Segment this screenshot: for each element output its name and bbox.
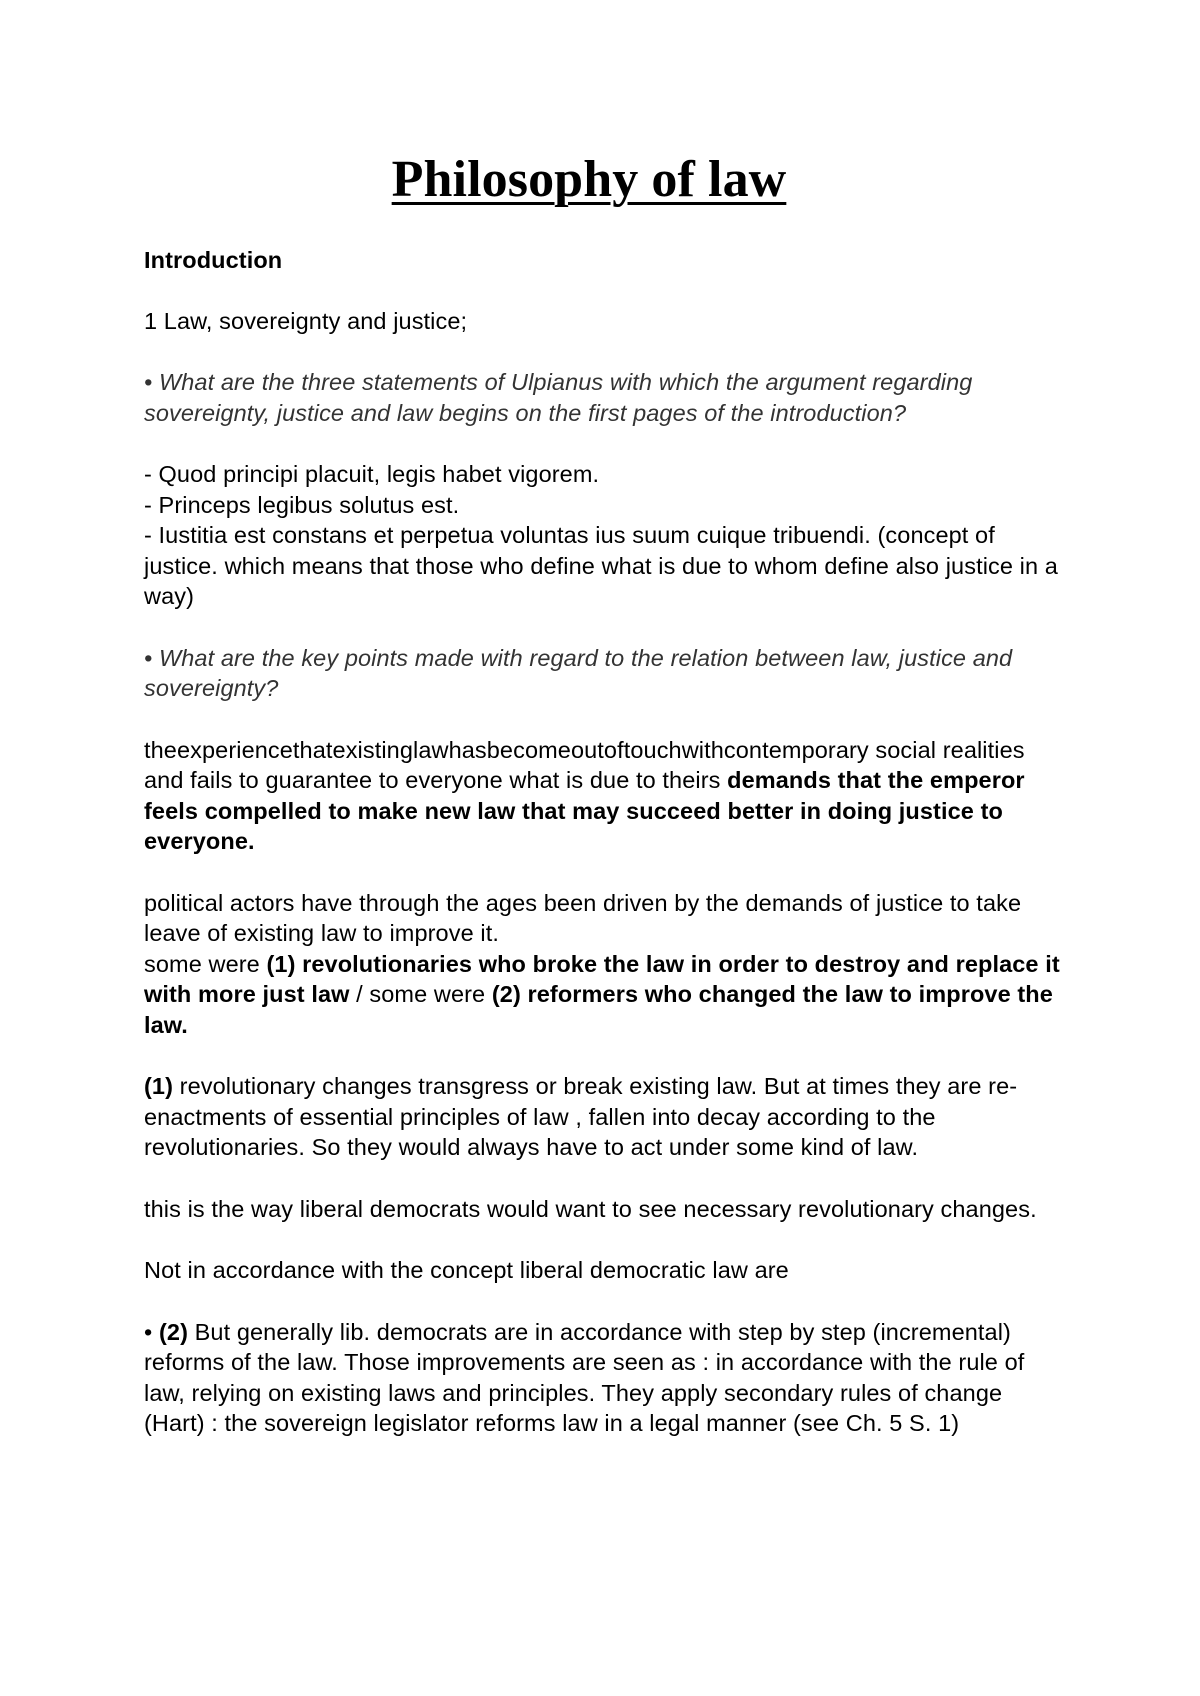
revolutionary-changes-text: revolutionary changes transgress or break existing law. But at times they are re-enactments of essential principles of law , fallen into decay according to the revolutionaries. So they would always have to act under some kind of law. <box>144 1073 1018 1160</box>
document-title: Philosophy of law <box>391 151 787 208</box>
paragraph-incremental-reforms <box>144 1317 1064 1439</box>
paragraph-political-actors <box>144 888 1064 1041</box>
statement-2: - Princeps legibus solutus est. <box>144 491 460 518</box>
bullet: • <box>144 1318 159 1345</box>
paragraph-emperor-bold: demands that the emperor feels compelled to make new law that may succeed better in doing justice to everyone. <box>144 767 1025 854</box>
paragraph-liberal-democrats: this is the way liberal democrats would want to see necessary revolutionary changes. <box>144 1195 1037 1222</box>
reformers-bold: (2) reformers who changed the law to improve the law. <box>144 981 1053 1038</box>
paragraph-emperor-text: theexperiencethatexistinglawhasbecomeoutoftouchwithcontemporary social realities and fails to guarantee to everyone what is due to theirs <box>144 736 1025 793</box>
paragraph-revolutionary-changes <box>144 1071 1064 1163</box>
section-heading: Introduction <box>144 247 283 273</box>
marker-2: (2) <box>158 1318 188 1345</box>
document-page <box>144 150 1064 1470</box>
revolutionaries-bold: (1) revolutionaries who broke the law in order to destroy and replace it with more just law <box>144 950 1060 1007</box>
political-actors-line: political actors have through the ages been driven by the demands of justice to take leave of existing law to improve it. <box>144 889 1022 946</box>
question-key-points: • What are the key points made with regard to the relation between law, justice and sovereignty? <box>144 644 1013 701</box>
paragraph-emperor <box>144 735 1064 857</box>
statement-3: - Iustitia est constans et perpetua voluntas ius suum cuique tribuendi. (concept of justice. which means that those who define what is due to whom define also justice in a way) <box>144 522 1058 609</box>
revolutionaries-prefix: some were <box>144 950 267 977</box>
subsection-heading: 1 Law, sovereignty and justice; <box>144 307 468 334</box>
incremental-reforms-text: But generally lib. democrats are in accordance with step by step (incremental) reforms of the law. Those improvements are seen as : in accordance with the rule of law, relying on existing laws and principles. They apply secondary rules of change (Hart) : the sovereign legislator reforms law in a legal manner (see Ch. 5 S. 1) <box>144 1318 1025 1436</box>
marker-1: (1) <box>144 1073 174 1099</box>
question-ulpianus: • What are the three statements of Ulpianus with which the argument regarding sovereignty, justice and law begins on the first pages of the introduction? <box>144 369 973 426</box>
statement-1: - Quod principi placuit, legis habet vigorem. <box>144 461 600 487</box>
reformers-prefix: / some were <box>349 981 492 1007</box>
ulpianus-statements <box>144 459 1064 612</box>
paragraph-not-in-accordance: Not in accordance with the concept liberal democratic law are <box>144 1257 789 1283</box>
